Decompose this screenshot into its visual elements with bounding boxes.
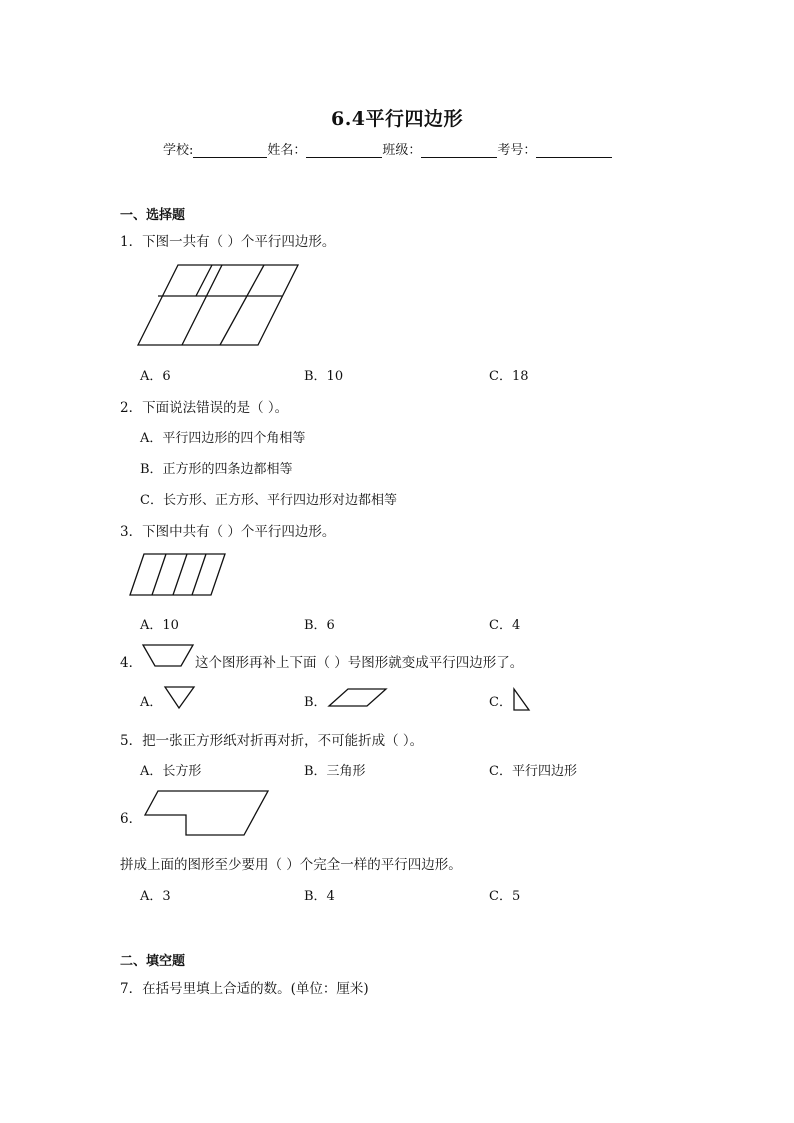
question-2-option-a[interactable]: A．平行四边形的四个角相等 — [140, 431, 306, 446]
question-2-text: 2．下面说法错误的是（ ）。 — [120, 400, 289, 416]
name-blank[interactable] — [306, 143, 382, 158]
question-5-option-b[interactable]: B．三角形 — [304, 764, 366, 779]
question-3-option-b[interactable]: B．6 — [304, 618, 335, 633]
class-label: 班级： — [382, 143, 422, 158]
question-5-option-c[interactable]: C．平行四边形 — [489, 764, 577, 779]
question-3-option-c[interactable]: C．4 — [489, 618, 521, 633]
name-label: 姓名： — [267, 143, 307, 158]
question-5-text: 5．把一张正方形纸对折再对折，不可能折成（ ）。 — [120, 733, 424, 749]
question-3-figure — [130, 554, 228, 598]
question-6-text: 拼成上面的图形至少要用（ ）个完全一样的平行四边形。 — [120, 857, 462, 873]
option-a-triangle-figure — [164, 686, 196, 710]
student-info-line — [163, 139, 612, 158]
page-title: 6.4平行四边形 — [330, 108, 464, 130]
question-4-option-c[interactable]: C． — [489, 695, 512, 710]
question-1-text: 1．下图一共有（ ）个平行四边形。 — [120, 234, 336, 250]
school-blank[interactable] — [193, 143, 267, 158]
question-5-option-a[interactable]: A．长方形 — [140, 764, 202, 779]
question-3-text: 3．下图中共有（ ）个平行四边形。 — [120, 524, 336, 540]
question-1-option-b[interactable]: B．10 — [304, 369, 344, 384]
question-6-option-b[interactable]: B．4 — [304, 889, 335, 904]
question-4-option-b[interactable]: B． — [304, 695, 327, 710]
trapezoid-figure — [143, 644, 195, 668]
question-4-number: 4． — [120, 655, 143, 671]
question-6-number: 6． — [120, 811, 143, 827]
option-b-parallelogram-figure — [328, 688, 388, 708]
question-2-option-b[interactable]: B．正方形的四条边都相等 — [140, 462, 293, 477]
question-4-text: 这个图形再补上下面（ ）号图形就变成平行四边形了。 — [195, 655, 524, 671]
question-6-option-a[interactable]: A．3 — [140, 889, 171, 904]
exam-no-label: 考号： — [497, 143, 537, 158]
section-heading-choice: 一、选择题 — [120, 208, 186, 223]
option-c-right-triangle-figure — [512, 688, 532, 712]
school-label: 学校: — [163, 143, 194, 158]
question-2-option-c[interactable]: C．长方形、正方形、平行四边形对边都相等 — [140, 493, 397, 508]
question-3-option-a[interactable]: A．10 — [140, 618, 179, 633]
question-7-text: 7．在括号里填上合适的数。(单位：厘米) — [120, 981, 369, 997]
question-4-option-a[interactable]: A． — [140, 695, 163, 710]
question-6-option-c[interactable]: C．5 — [489, 889, 521, 904]
question-1-option-a[interactable]: A．6 — [140, 369, 171, 384]
exam-no-blank[interactable] — [536, 143, 612, 158]
question-6-figure — [144, 790, 272, 838]
question-1-figure — [138, 265, 300, 347]
question-1-option-c[interactable]: C．18 — [489, 369, 529, 384]
section-heading-fill-in: 二、填空题 — [120, 954, 186, 969]
class-blank[interactable] — [421, 143, 497, 158]
